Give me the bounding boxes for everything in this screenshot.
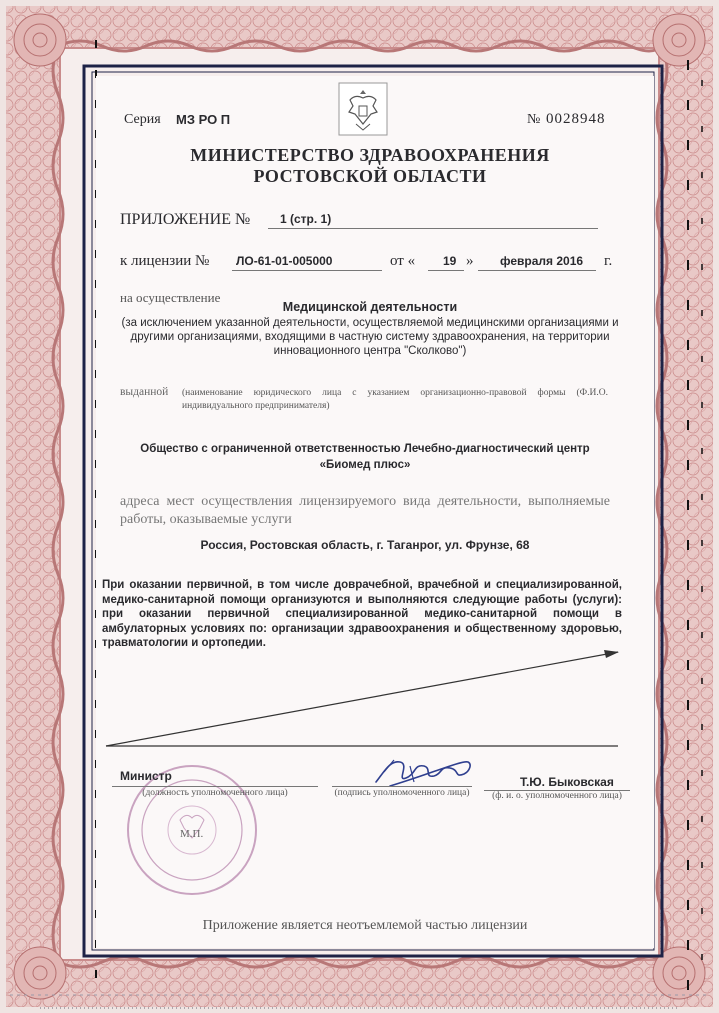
services-description: При оказании первичной, в том числе доврачебной, врачебной и специализированной, медико-санитарной помощи организуются и выполняются следующие работы (услуги): при оказании первичной специализированной медико-санитарной помощи в амбулаторных условиях по: организации здравоохранения и общественному здоровью, травматологии и ортопедии. — [102, 579, 622, 649]
activity-label: на осуществление — [120, 290, 221, 305]
organization-name-line1: Общество с ограниченной ответственностью Лечебно-диагностический центр — [140, 443, 590, 455]
license-from-label: от « — [390, 253, 416, 269]
license-month-year: февраля 2016 — [500, 254, 584, 268]
signatory-position: Министр — [120, 769, 172, 783]
activity-address: Россия, Ростовская область, г. Таганрог, ул. Фрунзе, 68 — [200, 538, 530, 552]
license-day: 19 — [443, 254, 457, 268]
license-year-suffix: г. — [604, 253, 613, 269]
activity-note: (за исключением указанной деятельности, осуществляемой медицинскими организациями и другими организациями, входящими в частную систему здравоохранения, на территории инновационного центра "Сколково") — [121, 317, 619, 357]
issued-label: выданной — [120, 386, 169, 398]
number-label: № — [527, 112, 541, 127]
activity-title: Медицинской деятельности — [282, 300, 458, 314]
number-value: 0028948 — [546, 111, 606, 127]
appendix-value: 1 (стр. 1) — [280, 212, 332, 226]
series-value: МЗ РО П — [176, 112, 231, 127]
issued-hint: (наименование юридического лица с указанием организационно-правовой формы (Ф.И.О. индивидуального предпринимателя) — [182, 388, 608, 411]
appendix-label: ПРИЛОЖЕНИЕ № — [120, 211, 251, 228]
license-number: ЛО-61-01-005000 — [236, 254, 333, 268]
signature-underline — [332, 786, 472, 787]
name-hint: (ф. и. о. уполномоченного лица) — [492, 791, 622, 801]
addresses-label: адреса мест осуществления лицензируемого вида деятельности, выполняемые работы, оказываемые услуги — [120, 494, 610, 527]
authority-title-line2: РОСТОВСКОЙ ОБЛАСТИ — [253, 166, 487, 186]
position-underline — [112, 786, 318, 787]
stamp-label: М.П. — [180, 828, 204, 840]
organization-name-line2: «Биомед плюс» — [319, 459, 411, 471]
footer-note: Приложение является неотъемлемой частью лицензии — [202, 918, 528, 933]
position-hint: (должность уполномоченного лица) — [142, 788, 288, 798]
license-close-quote: » — [466, 253, 474, 269]
signature-hint: (подпись уполномоченного лица) — [334, 788, 470, 798]
authority-title-line1: МИНИСТЕРСТВО ЗДРАВООХРАНЕНИЯ — [190, 145, 550, 165]
signatory-name: Т.Ю. Быковская — [520, 775, 614, 789]
series-label: Серия — [124, 112, 161, 127]
license-label: к лицензии № — [120, 253, 210, 269]
